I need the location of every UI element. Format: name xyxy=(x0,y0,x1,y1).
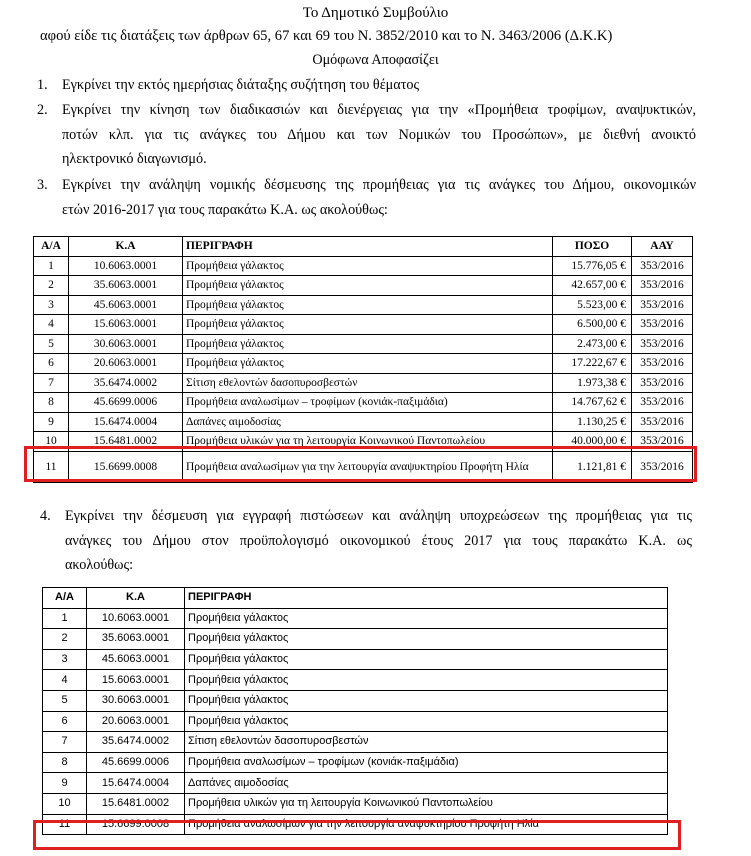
table-row xyxy=(43,690,668,711)
table-row xyxy=(34,393,693,413)
row-ka: 15.6699.0008 xyxy=(69,451,183,482)
row-description: Προμήθεια αναλωσίμων για την λειτουργία αναψυκτηρίου Προφήτη Ηλία xyxy=(183,451,553,482)
row-ka: 10.6063.0001 xyxy=(87,608,185,629)
row-aa: 6 xyxy=(43,711,87,732)
row-ka: 45.6063.0001 xyxy=(69,295,183,315)
row-amount: 42.657,00 € xyxy=(553,276,632,296)
table-row xyxy=(34,354,693,374)
row-ka: 15.6063.0001 xyxy=(87,670,185,691)
row-ka: 35.6063.0001 xyxy=(87,629,185,650)
table-row xyxy=(43,711,668,732)
row-aa: 10 xyxy=(34,432,69,452)
table-row xyxy=(34,276,693,296)
item-1-text: Εγκρίνει την εκτός ημερήσιας διάταξης συζήτηση του θέματος xyxy=(62,77,420,93)
item-3-line-2: ετών 2016-2017 για τους παρακάτω Κ.Α. ως ακολούθως: xyxy=(62,202,388,218)
legal-basis: αφού είδε τις διατάξεις των άρθρων 65, 67 και 69 του Ν. 3852/2010 και το Ν. 3463/2006 (Δ.Κ.Κ) xyxy=(40,28,613,44)
decision-heading: Ομόφωνα Αποφασίζει xyxy=(312,52,439,68)
row-amount: 14.767,62 € xyxy=(553,393,632,413)
table-row xyxy=(34,412,693,432)
row-amount: 1.121,81 € xyxy=(553,451,632,482)
col-header-aa: Α/Α xyxy=(34,237,69,257)
row-amount: 5.523,00 € xyxy=(553,295,632,315)
row-ka: 45.6699.0006 xyxy=(69,393,183,413)
item-3-line-1: Εγκρίνει την ανάληψη νομικής δέσμευσης της προμήθειας για τις ανάγκες του Δήμου, οικονομικών xyxy=(62,177,696,193)
row-description: Προμήθεια αναλωσίμων για την λειτουργία αναψυκτηρίου Προφήτη Ηλία xyxy=(185,814,668,835)
row-aa: 2 xyxy=(43,629,87,650)
highlight-box-table1-row11 xyxy=(24,446,697,482)
row-aa: 4 xyxy=(34,315,69,335)
row-description: Προμήθεια γάλακτος xyxy=(185,649,668,670)
row-aa: 6 xyxy=(34,354,69,374)
row-amount: 6.500,00 € xyxy=(553,315,632,335)
table-row xyxy=(43,649,668,670)
row-description: Προμήθεια γάλακτος xyxy=(183,295,553,315)
row-description: Προμήθεια γάλακτος xyxy=(185,711,668,732)
row-aay: 353/2016 xyxy=(632,256,693,276)
row-aa: 1 xyxy=(34,256,69,276)
row-aa: 1 xyxy=(43,608,87,629)
row-aay: 353/2016 xyxy=(632,451,693,482)
item-2-line-3: ηλεκτρονικό διαγωνισμό. xyxy=(62,151,207,167)
row-aa: 11 xyxy=(34,451,69,482)
row-description: Προμήθεια αναλωσίμων – τροφίμων (κονιάκ-παξιμάδια) xyxy=(185,752,668,773)
row-aay: 353/2016 xyxy=(632,432,693,452)
col-header-description: ΠΕΡΙΓΡΑΦΗ xyxy=(185,588,668,609)
table-row xyxy=(34,334,693,354)
row-description: Προμήθεια γάλακτος xyxy=(183,256,553,276)
row-aay: 353/2016 xyxy=(632,354,693,374)
row-description: Σίτιση εθελοντών δασοπυροσβεστών xyxy=(183,373,553,393)
row-aa: 8 xyxy=(43,752,87,773)
col-header-description: ΠΕΡΙΓΡΑΦΗ xyxy=(183,237,553,257)
row-description: Προμήθεια γάλακτος xyxy=(185,608,668,629)
row-ka: 15.6699.0008 xyxy=(87,814,185,835)
row-description: Δαπάνες αιμοδοσίας xyxy=(185,773,668,794)
row-ka: 35.6474.0002 xyxy=(87,732,185,753)
row-amount: 40.000,00 € xyxy=(553,432,632,452)
row-ka: 45.6699.0006 xyxy=(87,752,185,773)
table-row xyxy=(43,752,668,773)
row-ka: 15.6481.0002 xyxy=(69,432,183,452)
row-aay: 353/2016 xyxy=(632,393,693,413)
row-aa: 9 xyxy=(43,773,87,794)
row-ka: 45.6063.0001 xyxy=(87,649,185,670)
table-row xyxy=(43,670,668,691)
table-row xyxy=(43,793,668,814)
row-ka: 20.6063.0001 xyxy=(69,354,183,374)
col-header-aay: ΑΑΥ xyxy=(632,237,693,257)
row-description: Προμήθεια γάλακτος xyxy=(183,315,553,335)
row-description: Προμήθεια γάλακτος xyxy=(185,690,668,711)
row-aa: 4 xyxy=(43,670,87,691)
row-amount: 1.973,38 € xyxy=(553,373,632,393)
row-aa: 8 xyxy=(34,393,69,413)
row-ka: 30.6063.0001 xyxy=(69,334,183,354)
row-aa: 5 xyxy=(34,334,69,354)
row-ka: 15.6474.0004 xyxy=(69,412,183,432)
row-description: Προμήθεια αναλωσίμων – τροφίμων (κονιάκ-παξιμάδια) xyxy=(183,393,553,413)
row-aay: 353/2016 xyxy=(632,295,693,315)
row-ka: 20.6063.0001 xyxy=(87,711,185,732)
row-description: Προμήθεια γάλακτος xyxy=(185,629,668,650)
item-4-line-1: Εγκρίνει την δέσμευση για εγγραφή πιστώσεων και ανάληψη υποχρεώσεων της προμήθειας για τις xyxy=(65,508,692,524)
col-header-ka: Κ.Α xyxy=(87,588,185,609)
table-header-row xyxy=(43,588,668,609)
item-1-number: 1. xyxy=(37,77,48,93)
table-row xyxy=(43,732,668,753)
commitment-table-2017 xyxy=(42,587,668,835)
row-amount: 1.130,25 € xyxy=(553,412,632,432)
row-description: Προμήθεια γάλακτος xyxy=(183,354,553,374)
row-aa: 2 xyxy=(34,276,69,296)
row-aa: 5 xyxy=(43,690,87,711)
row-ka: 35.6474.0002 xyxy=(69,373,183,393)
row-aa: 10 xyxy=(43,793,87,814)
item-4-number: 4. xyxy=(40,508,51,524)
row-ka: 15.6481.0002 xyxy=(87,793,185,814)
row-description: Προμήθεια υλικών για τη λειτουργία Κοινωνικού Παντοπωλείου xyxy=(185,793,668,814)
row-description: Προμήθεια γάλακτος xyxy=(183,276,553,296)
row-ka: 35.6063.0001 xyxy=(69,276,183,296)
table-row xyxy=(43,608,668,629)
row-amount: 2.473,00 € xyxy=(553,334,632,354)
row-aa: 11 xyxy=(43,814,87,835)
table-row xyxy=(34,373,693,393)
council-title: Το Δημοτικό Συμβούλιο xyxy=(302,5,449,21)
row-aay: 353/2016 xyxy=(632,315,693,335)
item-3-number: 3. xyxy=(37,177,48,193)
item-4-line-3: ακολούθως: xyxy=(65,557,134,573)
row-aa: 7 xyxy=(34,373,69,393)
col-header-ka: Κ.Α xyxy=(69,237,183,257)
col-header-aa: Α/Α xyxy=(43,588,87,609)
table-row xyxy=(43,629,668,650)
table-row xyxy=(43,773,668,794)
item-2-line-2: ποτών κλπ. για τις ανάγκες του Δήμου και των Νομικών του Προσώπων», με διεθνή ανοικτό xyxy=(62,127,696,143)
row-amount: 15.776,05 € xyxy=(553,256,632,276)
item-4-line-2: ανάγκες του Δήμου στον προϋπολογισμό οικονομικού έτους 2017 για τους παρακάτω Κ.Α. ως xyxy=(65,533,692,549)
item-2-line-1: Εγκρίνει την κίνηση των διαδικασιών και διενέργειας για την «Προμήθεια τροφίμων, αναψυκτικών, xyxy=(62,102,696,118)
row-aa: 7 xyxy=(43,732,87,753)
row-description: Προμήθεια υλικών για τη λειτουργία Κοινωνικού Παντοπωλείου xyxy=(183,432,553,452)
row-aay: 353/2016 xyxy=(632,373,693,393)
item-2-number: 2. xyxy=(37,102,48,118)
row-description: Δαπάνες αιμοδοσίας xyxy=(183,412,553,432)
row-amount: 17.222,67 € xyxy=(553,354,632,374)
col-header-amount: ΠΟΣΟ xyxy=(553,237,632,257)
row-description: Σίτιση εθελοντών δασοπυροσβεστών xyxy=(185,732,668,753)
row-ka: 15.6063.0001 xyxy=(69,315,183,335)
highlight-box-table2-row11 xyxy=(33,820,681,850)
row-aay: 353/2016 xyxy=(632,412,693,432)
row-ka: 30.6063.0001 xyxy=(87,690,185,711)
row-aay: 353/2016 xyxy=(632,334,693,354)
row-ka: 15.6474.0004 xyxy=(87,773,185,794)
row-aa: 9 xyxy=(34,412,69,432)
table-row xyxy=(34,315,693,335)
row-aa: 3 xyxy=(43,649,87,670)
table-row xyxy=(34,295,693,315)
row-ka: 10.6063.0001 xyxy=(69,256,183,276)
table-row xyxy=(34,256,693,276)
row-description: Προμήθεια γάλακτος xyxy=(183,334,553,354)
row-aay: 353/2016 xyxy=(632,276,693,296)
row-aa: 3 xyxy=(34,295,69,315)
row-description: Προμήθεια γάλακτος xyxy=(185,670,668,691)
table-header-row xyxy=(34,237,693,257)
